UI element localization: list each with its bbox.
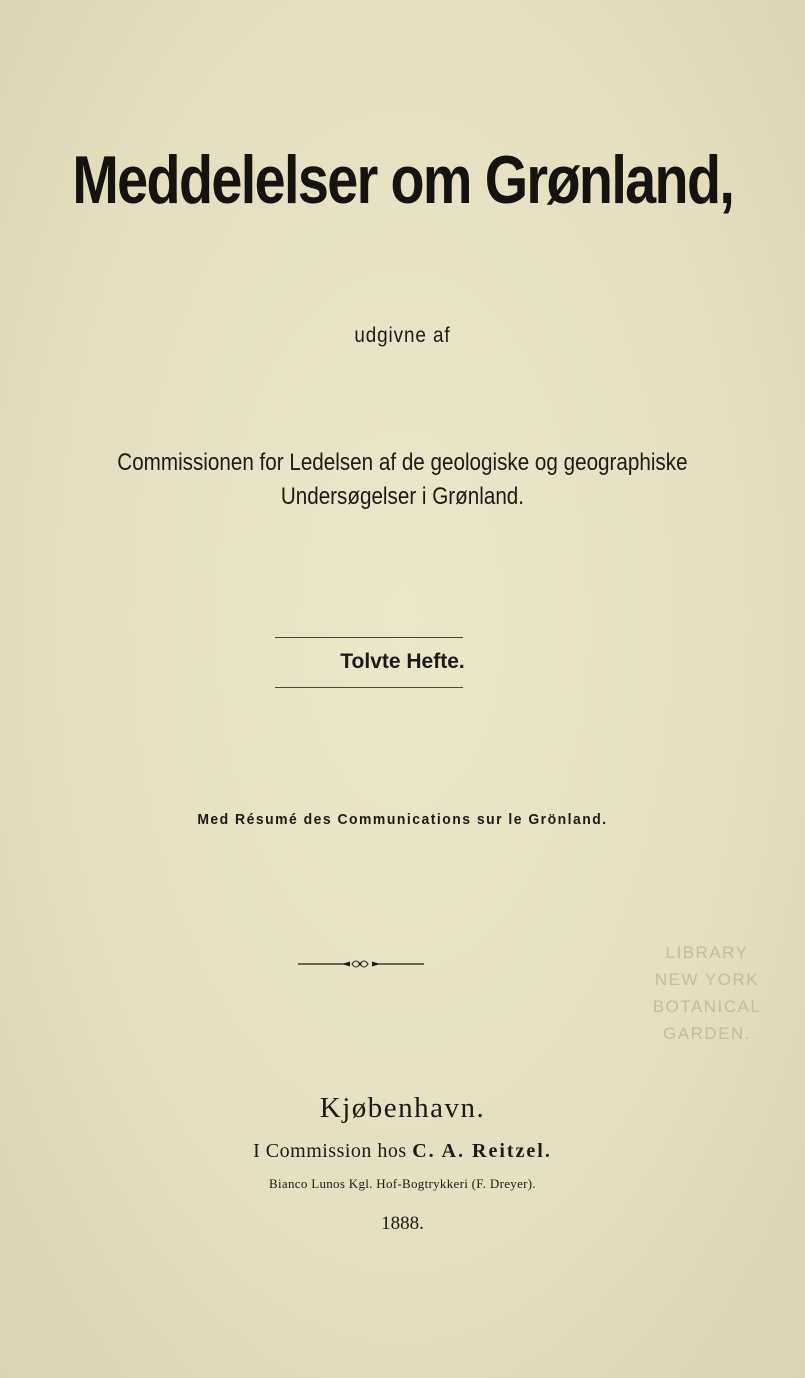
library-stamp-line: BOTANICAL [652, 997, 762, 1016]
decorative-rule-ornament-icon [296, 957, 426, 971]
commission-line-1: Commissionen for Ledelsen af de geologiske og geographiske [117, 449, 688, 476]
published-by-label: udgivne af [354, 324, 451, 347]
commission-name [56, 446, 748, 514]
rule-above-issue [275, 637, 463, 638]
imprint-publisher [0, 1138, 805, 1164]
issue-number: Tolvte Hefte. [340, 650, 465, 673]
library-stamp [612, 939, 802, 1047]
imprint-year: 1888. [381, 1213, 424, 1234]
publisher-name: C. A. Reitzel. [412, 1140, 552, 1162]
journal-title: Meddelelser om Grønland, [72, 142, 734, 218]
rule-below-issue [275, 687, 463, 688]
library-stamp-line: LIBRARY [665, 943, 749, 962]
imprint-place: Kjøbenhavn. [319, 1092, 486, 1124]
imprint-printer: Bianco Lunos Kgl. Hof-Bogtrykkeri (F. Dreyer). [269, 1176, 536, 1191]
library-stamp-line: GARDEN. [663, 1024, 751, 1043]
resume-note: Med Résumé des Communications sur le Grönland. [197, 811, 608, 828]
library-stamp-line: NEW YORK [654, 970, 760, 989]
commission-line-2: Undersøgelser i Grønland. [280, 483, 525, 510]
publisher-prefix: I Commission hos [253, 1140, 413, 1162]
